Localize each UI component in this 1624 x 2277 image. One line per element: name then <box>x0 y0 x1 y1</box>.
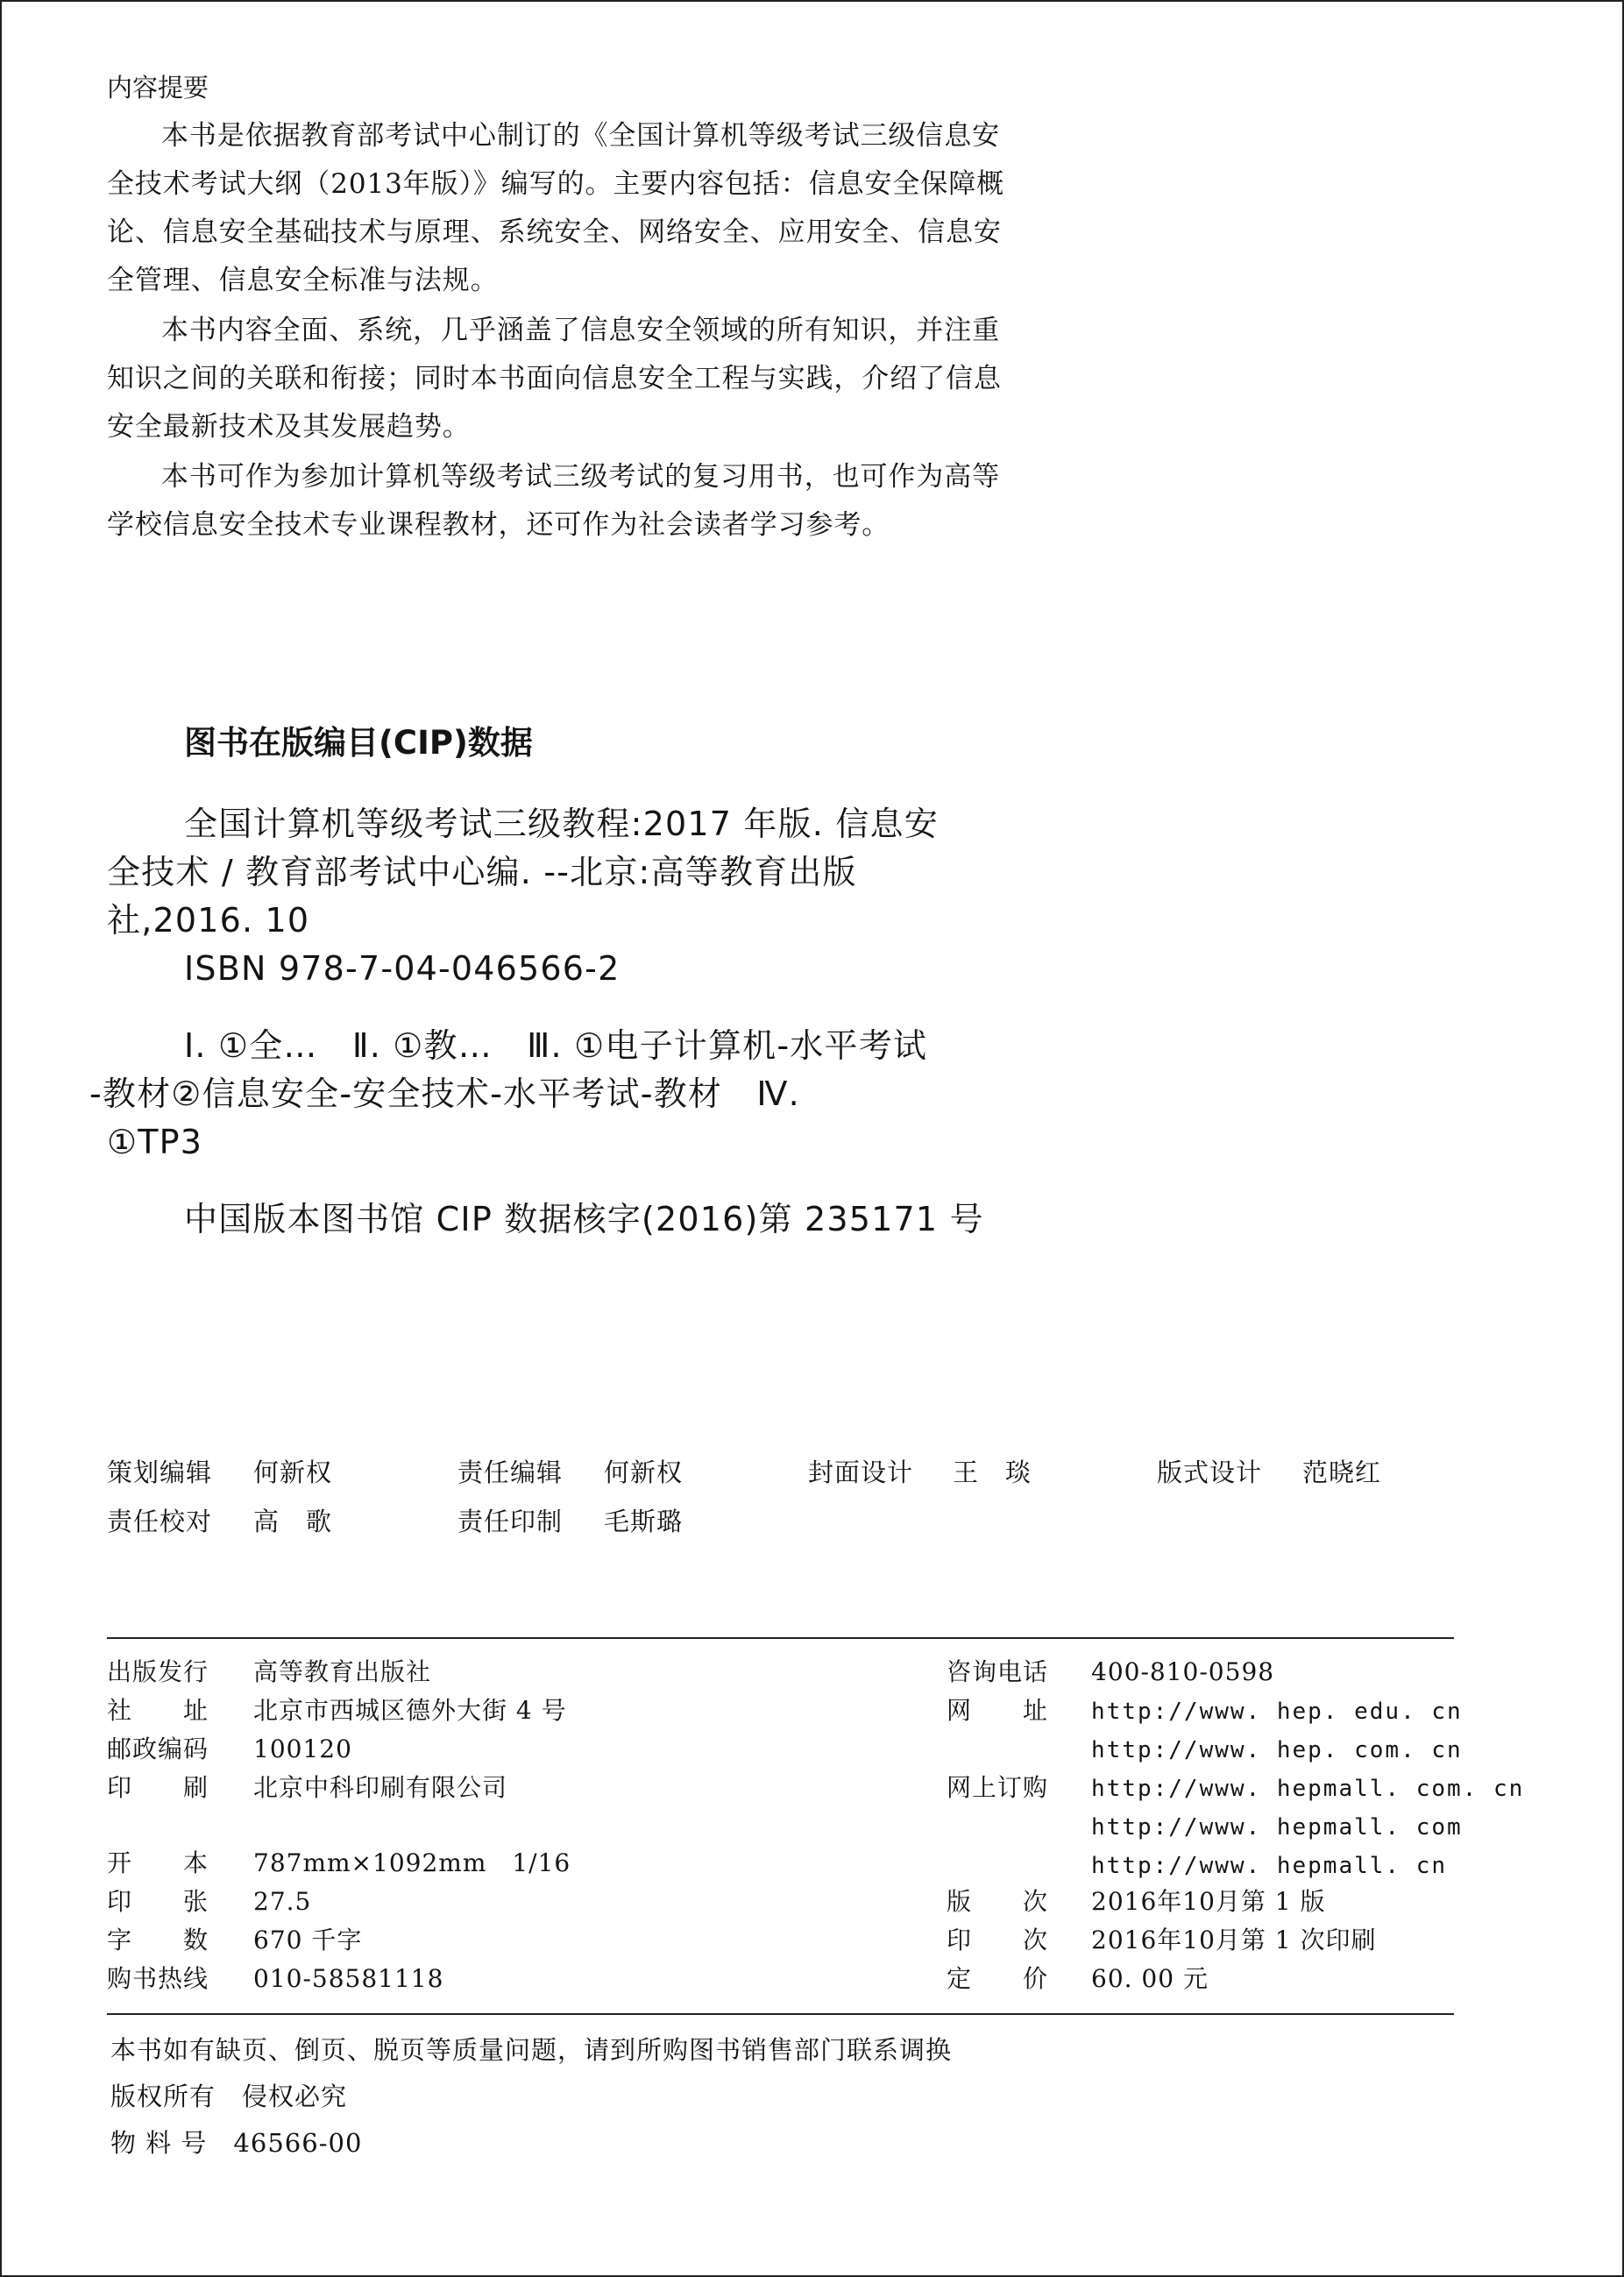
abstract-line: 全管理、信息安全标准与法规。 <box>107 265 499 296</box>
abstract-line: 本书是依据教育部考试中心制订的《全国计算机等级考试三级信息安 <box>161 120 1000 152</box>
pub-label: 邮政编码 <box>107 1734 209 1763</box>
abstract-line: 全技术考试大纲（2013年版）》编写的。主要内容包括：信息安全保障概 <box>107 168 1004 200</box>
staff-role: 责任校对 <box>107 1507 213 1536</box>
staff-role: 版式设计 <box>1157 1458 1263 1487</box>
cip-line: 全技术 / 教育部考试中心编. --北京:高等教育出版 <box>107 853 857 891</box>
pub-label: 版 次 <box>947 1887 1049 1916</box>
pub-value: 400-810-0598 <box>1091 1657 1275 1686</box>
staff-name: 范晓红 <box>1302 1458 1382 1487</box>
cip-line: ①TP3 <box>107 1123 203 1161</box>
staff-role: 责任编辑 <box>457 1458 564 1487</box>
abstract-line: 知识之间的关联和衔接；同时本书面向信息安全工程与实践，介绍了信息 <box>107 363 1002 394</box>
pub-label: 印 次 <box>947 1926 1049 1954</box>
pub-label: 印 刷 <box>107 1773 209 1802</box>
abstract-line: 学校信息安全技术专业课程教材，还可作为社会读者学习参考。 <box>107 509 890 541</box>
abstract-line: 安全最新技术及其发展趋势。 <box>107 411 471 443</box>
pub-value: 010-58581118 <box>253 1964 444 1993</box>
cip-line: 全国计算机等级考试三级教程:2017 年版. 信息安 <box>184 805 939 843</box>
pub-label: 印 张 <box>107 1887 209 1916</box>
quality-notice: 本书如有缺页、倒页、脱页等质量问题，请到所购图书销售部门联系调换 <box>110 2035 953 2065</box>
abstract-line: 本书内容全面、系统，几乎涵盖了信息安全领域的所有知识，并注重 <box>161 315 1000 346</box>
price-value: 60. 00 元 <box>1091 1964 1209 1993</box>
abstract-line: 本书可作为参加计算机等级考试三级考试的复习用书，也可作为高等 <box>161 461 1000 493</box>
pub-label: 出版发行 <box>107 1657 209 1686</box>
pub-value: 北京中科印刷有限公司 <box>253 1773 508 1802</box>
copyright-notice: 版权所有 侵权必究 <box>110 2082 348 2111</box>
pub-value: 高等教育出版社 <box>253 1657 432 1686</box>
isbn-line: ISBN 978-7-04-046566-2 <box>184 949 621 988</box>
pub-label: 字 数 <box>107 1926 209 1954</box>
order-link[interactable]: http://www. hepmall. com. cn <box>1091 1776 1525 1802</box>
pub-label: 网 址 <box>947 1696 1049 1725</box>
staff-name: 何新权 <box>604 1458 684 1487</box>
pub-value: 27.5 <box>253 1887 312 1916</box>
staff-name: 高 歌 <box>253 1507 333 1536</box>
staff-role: 封面设计 <box>808 1458 914 1487</box>
pub-label: 购书热线 <box>107 1964 209 1993</box>
cip-record-number: 中国版本图书馆 CIP 数据核字(2016)第 235171 号 <box>184 1200 984 1238</box>
cip-line: 社,2016. 10 <box>107 901 310 940</box>
staff-role: 策划编辑 <box>107 1458 213 1487</box>
pub-label: 开 本 <box>107 1848 209 1877</box>
order-link[interactable]: http://www. hepmall. cn <box>1091 1853 1448 1879</box>
staff-name: 王 琰 <box>953 1458 1032 1487</box>
pub-value: 2016年10月第 1 次印刷 <box>1091 1926 1377 1954</box>
pub-value: 100120 <box>253 1734 352 1763</box>
cip-line: Ⅰ. ①全… Ⅱ. ①教… Ⅲ. ①电子计算机-水平考试 <box>184 1026 928 1065</box>
pub-value: 北京市西城区德外大街 4 号 <box>253 1696 567 1725</box>
divider-bottom <box>107 2013 1454 2015</box>
pub-label: 网上订购 <box>947 1773 1049 1802</box>
material-number: 物 料 号 46566-00 <box>110 2128 363 2158</box>
pub-label: 社 址 <box>107 1696 209 1725</box>
staff-name: 何新权 <box>253 1458 333 1487</box>
pub-label: 定 价 <box>947 1964 1049 1993</box>
website-link[interactable]: http://www. hep. com. cn <box>1091 1737 1463 1763</box>
order-link[interactable]: http://www. hepmall. com <box>1091 1814 1463 1841</box>
pub-value: 2016年10月第 1 版 <box>1091 1887 1326 1916</box>
pub-value: 670 千字 <box>253 1926 363 1954</box>
staff-name: 毛斯璐 <box>604 1507 684 1536</box>
pub-value: 787mm×1092mm 1/16 <box>253 1848 571 1877</box>
abstract-line: 论、信息安全基础技术与原理、系统安全、网络安全、应用安全、信息安 <box>107 216 1002 248</box>
staff-role: 责任印制 <box>457 1507 564 1536</box>
website-link[interactable]: http://www. hep. edu. cn <box>1091 1699 1463 1725</box>
cip-heading: 图书在版编目(CIP)数据 <box>184 724 533 762</box>
pub-label: 咨询电话 <box>947 1657 1049 1686</box>
cip-line: -教材②信息安全-安全技术-水平考试-教材 Ⅳ. <box>89 1075 800 1113</box>
abstract-heading: 内容提要 <box>107 73 209 103</box>
divider-top <box>107 1637 1454 1639</box>
